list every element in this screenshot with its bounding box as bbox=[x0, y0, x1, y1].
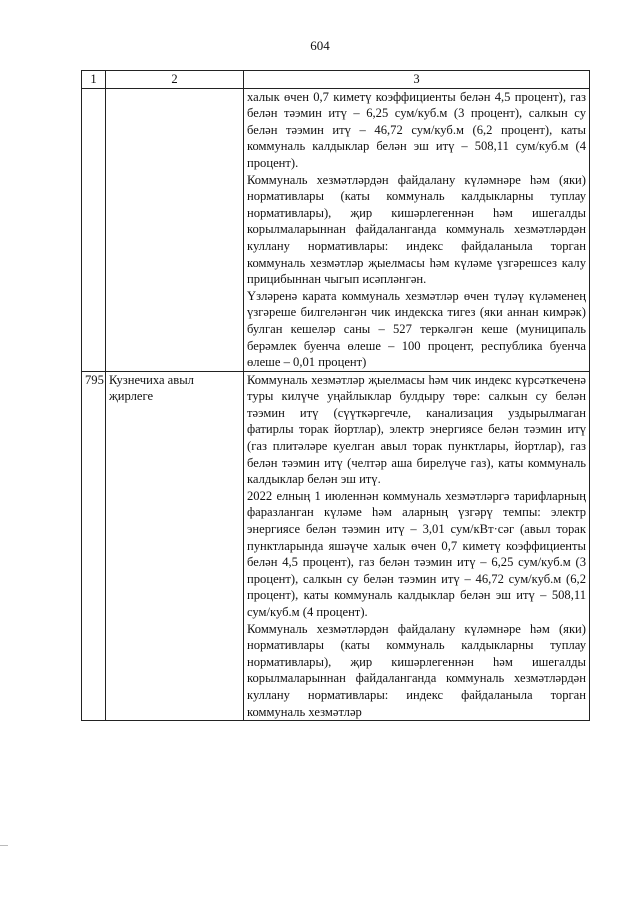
description-paragraph: халык өчен 0,7 киметү коэффициенты белән 4,5 процент), газ белән тәэмин итү – 6,25 сум/куб.м (3 процент), салкын су белән тәэмин итү – 46,72 сум/куб.м (6,2 процент), каты коммуналь калдыклар белән эш итү – 508,11 сум/куб.м (4 процент). bbox=[247, 89, 586, 170]
description-paragraph: Үзләренә карата коммуналь хезмәтләр өчен түләү күләменең үзгәреше билгеләнгән чик индекска тигез (яки аннан кимрәк) булган кешеләр саны – 527 теркәлгән кеше (муниципаль берәмлек буенча өлеше – 100 процент, республика буенча өлеше – 0,01 процент) bbox=[247, 288, 586, 370]
table-header-row bbox=[82, 71, 590, 89]
document-table bbox=[81, 70, 590, 721]
column-header-name: 2 bbox=[106, 71, 244, 89]
table-row bbox=[82, 371, 590, 720]
description-paragraph: Коммуналь хезмәтләрдән файдалану күләмнәре һәм (яки) нормативлары (каты коммуналь калдыкларны туплау нормативлары), җир кишәрлегеннән һәм ишегалды корылмаларыннан файдаланганда коммуналь хезмәтләрдән куллану нормативлары: индекс файдаланыла торган коммуналь хезмәтләр bbox=[247, 621, 586, 719]
row-number: 795 bbox=[82, 371, 106, 720]
description-paragraph: Коммуналь хезмәтләрдән файдалану күләмнәре һәм (яки) нормативлары (каты коммуналь калдыкларны туплау нормативлары), җир кишәрлегеннән һәм ишегалды корылмаларыннан файдаланганда коммуналь хезмәтләрдән куллану нормативлары: индекс файдаланыла торган коммуналь хезмәтләр җыелмасы һәм күләме үзгәрешсез калу прицибыннан чыгып исәпләнгән. bbox=[247, 172, 586, 287]
settlement-name bbox=[106, 88, 244, 371]
page-number: 604 bbox=[310, 38, 330, 53]
description-paragraph: 2022 елның 1 июленнән коммуналь хезмәтләргә тарифларның фаразланган күләме һәм аларның үзгәрү темпы: электр энергиясе белән тәэмин итү – 3,01 сум/кВт·сәг (авыл торак пунктларында яшәүче халык өчен 0,7 киметү коэффициенты белән 4,5 процент), газ белән тәэмин итү – 6,25 сум/куб.м (3 процент), салкын су белән тәэмин итү – 46,72 сум/куб.м (6,2 процент), каты коммуналь калдыклар белән эш итү – 508,11 сум/куб.м (4 процент). bbox=[247, 488, 586, 619]
settlement-name: Кузнечиха авыл җирлеге bbox=[106, 371, 244, 720]
edge-mark bbox=[0, 845, 8, 846]
table-row bbox=[82, 88, 590, 371]
description-paragraph: Коммуналь хезмәтләр җыелмасы һәм чик индекс күрсәткеченә туры килүче уңайлыклар булдыру төре: салкын су белән тәэмин итү (сүүткәргечле, канализация уздырылмаган фатирлы торак йортлар), электр энергиясе белән тәэмин итү (газ плитәләре куелган авыл торак пунктлары, йортлар), газ белән тәэмин итү (челтәр аша бирелүче газ), каты коммуналь калдыклар белән эш итү. bbox=[247, 372, 586, 487]
column-header-description: 3 bbox=[244, 71, 590, 89]
description-cell bbox=[244, 371, 590, 720]
description-cell bbox=[244, 88, 590, 371]
column-header-number: 1 bbox=[82, 71, 106, 89]
row-number bbox=[82, 88, 106, 371]
